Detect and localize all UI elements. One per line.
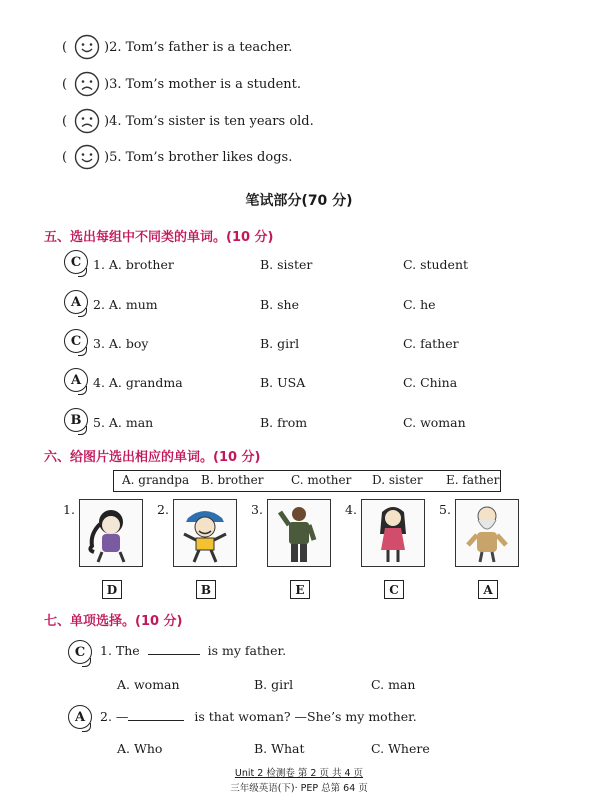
footer-page-info: Unit 2 检测卷 第 2 页 共 4 页 xyxy=(234,768,364,779)
answer-blank[interactable] xyxy=(128,720,184,721)
sad-icon xyxy=(74,71,100,97)
section-7-title: 七、单项选择。(10 分) xyxy=(44,614,183,629)
bubble-tail-icon xyxy=(78,268,87,277)
section-5-title: 五、选出每组中不同类的单词。(10 分) xyxy=(44,230,274,245)
option-a: 3. A. boy xyxy=(93,336,149,351)
option-c: C. woman xyxy=(403,415,466,430)
bubble-tail-icon xyxy=(82,723,91,732)
bubble-tail-icon xyxy=(78,347,87,356)
option-b: B. she xyxy=(260,297,299,312)
answer-box: C xyxy=(384,580,404,599)
option-b: B. USA xyxy=(260,375,306,390)
word-bank-item: B. brother xyxy=(201,473,264,487)
written-section-title: 笔试部分(70 分) xyxy=(245,193,353,209)
answer-blank[interactable] xyxy=(148,654,200,655)
bubble-tail-icon xyxy=(82,658,91,667)
option-c: C. he xyxy=(403,297,436,312)
smile-icon xyxy=(74,144,100,170)
word-bank xyxy=(113,470,501,492)
answer-box: B xyxy=(196,580,216,599)
question-2-pre: 2. — xyxy=(100,709,129,724)
option-c: C. father xyxy=(403,336,459,351)
answer-box: D xyxy=(102,580,122,599)
picture-number: 4. xyxy=(345,502,357,517)
option: B. What xyxy=(254,741,305,756)
answer-box: A xyxy=(478,580,498,599)
open-paren: ( xyxy=(62,39,68,55)
question-2-post: is that woman? —She’s my mother. xyxy=(194,709,417,724)
bubble-tail-icon xyxy=(78,308,87,317)
listening-item xyxy=(62,69,301,99)
word-bank-item: C. mother xyxy=(291,473,352,487)
answer-bubble: C xyxy=(64,329,88,353)
picture-sister xyxy=(79,499,143,567)
picture-father xyxy=(267,499,331,567)
picture-grandpa xyxy=(455,499,519,567)
option-b: B. sister xyxy=(260,257,313,272)
answer-bubble: B xyxy=(64,408,88,432)
listening-item xyxy=(62,32,292,62)
answer-box: E xyxy=(290,580,310,599)
word-bank-item: D. sister xyxy=(372,473,423,487)
picture-mother xyxy=(361,499,425,567)
option-a: 5. A. man xyxy=(93,415,154,430)
option-a: 4. A. grandma xyxy=(93,375,183,390)
picture-brother xyxy=(173,499,237,567)
question-2 xyxy=(100,709,417,724)
listening-item xyxy=(62,106,314,136)
footer-book-info: 三年级英语(下)· PEP 总第 64 页 xyxy=(230,783,368,794)
option-b: B. girl xyxy=(260,336,300,351)
open-paren: ( xyxy=(62,76,68,92)
listening-item xyxy=(62,142,292,172)
option: A. woman xyxy=(117,677,180,692)
answer-bubble: A xyxy=(64,290,88,314)
listening-text: )3. Tom’s mother is a student. xyxy=(104,76,302,92)
section-6-title: 六、给图片选出相应的单词。(10 分) xyxy=(44,450,261,465)
picture-number: 3. xyxy=(251,502,263,517)
picture-number: 5. xyxy=(439,502,451,517)
smile-icon xyxy=(74,34,100,60)
question-1 xyxy=(100,643,286,658)
option-a: 1. A. brother xyxy=(93,257,174,272)
listening-text: )2. Tom’s father is a teacher. xyxy=(104,39,293,55)
option: C. Where xyxy=(371,741,430,756)
listening-text: )5. Tom’s brother likes dogs. xyxy=(104,149,293,165)
option: B. girl xyxy=(254,677,294,692)
option-b: B. from xyxy=(260,415,308,430)
word-bank-item: A. grandpa xyxy=(122,473,190,487)
option-c: C. China xyxy=(403,375,458,390)
bubble-tail-icon xyxy=(78,426,87,435)
answer-bubble: A xyxy=(64,368,88,392)
open-paren: ( xyxy=(62,149,68,165)
question-1-post: is my father. xyxy=(207,643,287,658)
option-c: C. student xyxy=(403,257,469,272)
bubble-tail-icon xyxy=(78,386,87,395)
question-1-pre: 1. The xyxy=(100,643,140,658)
picture-number: 1. xyxy=(63,502,75,517)
option-a: 2. A. mum xyxy=(93,297,158,312)
word-bank-item: E. father xyxy=(446,473,500,487)
answer-bubble: C xyxy=(68,640,92,664)
picture-number: 2. xyxy=(157,502,169,517)
listening-text: )4. Tom’s sister is ten years old. xyxy=(104,113,314,129)
answer-bubble: C xyxy=(64,250,88,274)
option: C. man xyxy=(371,677,416,692)
answer-bubble: A xyxy=(68,705,92,729)
sad-icon xyxy=(74,108,100,134)
option: A. Who xyxy=(117,741,163,756)
open-paren: ( xyxy=(62,113,68,129)
